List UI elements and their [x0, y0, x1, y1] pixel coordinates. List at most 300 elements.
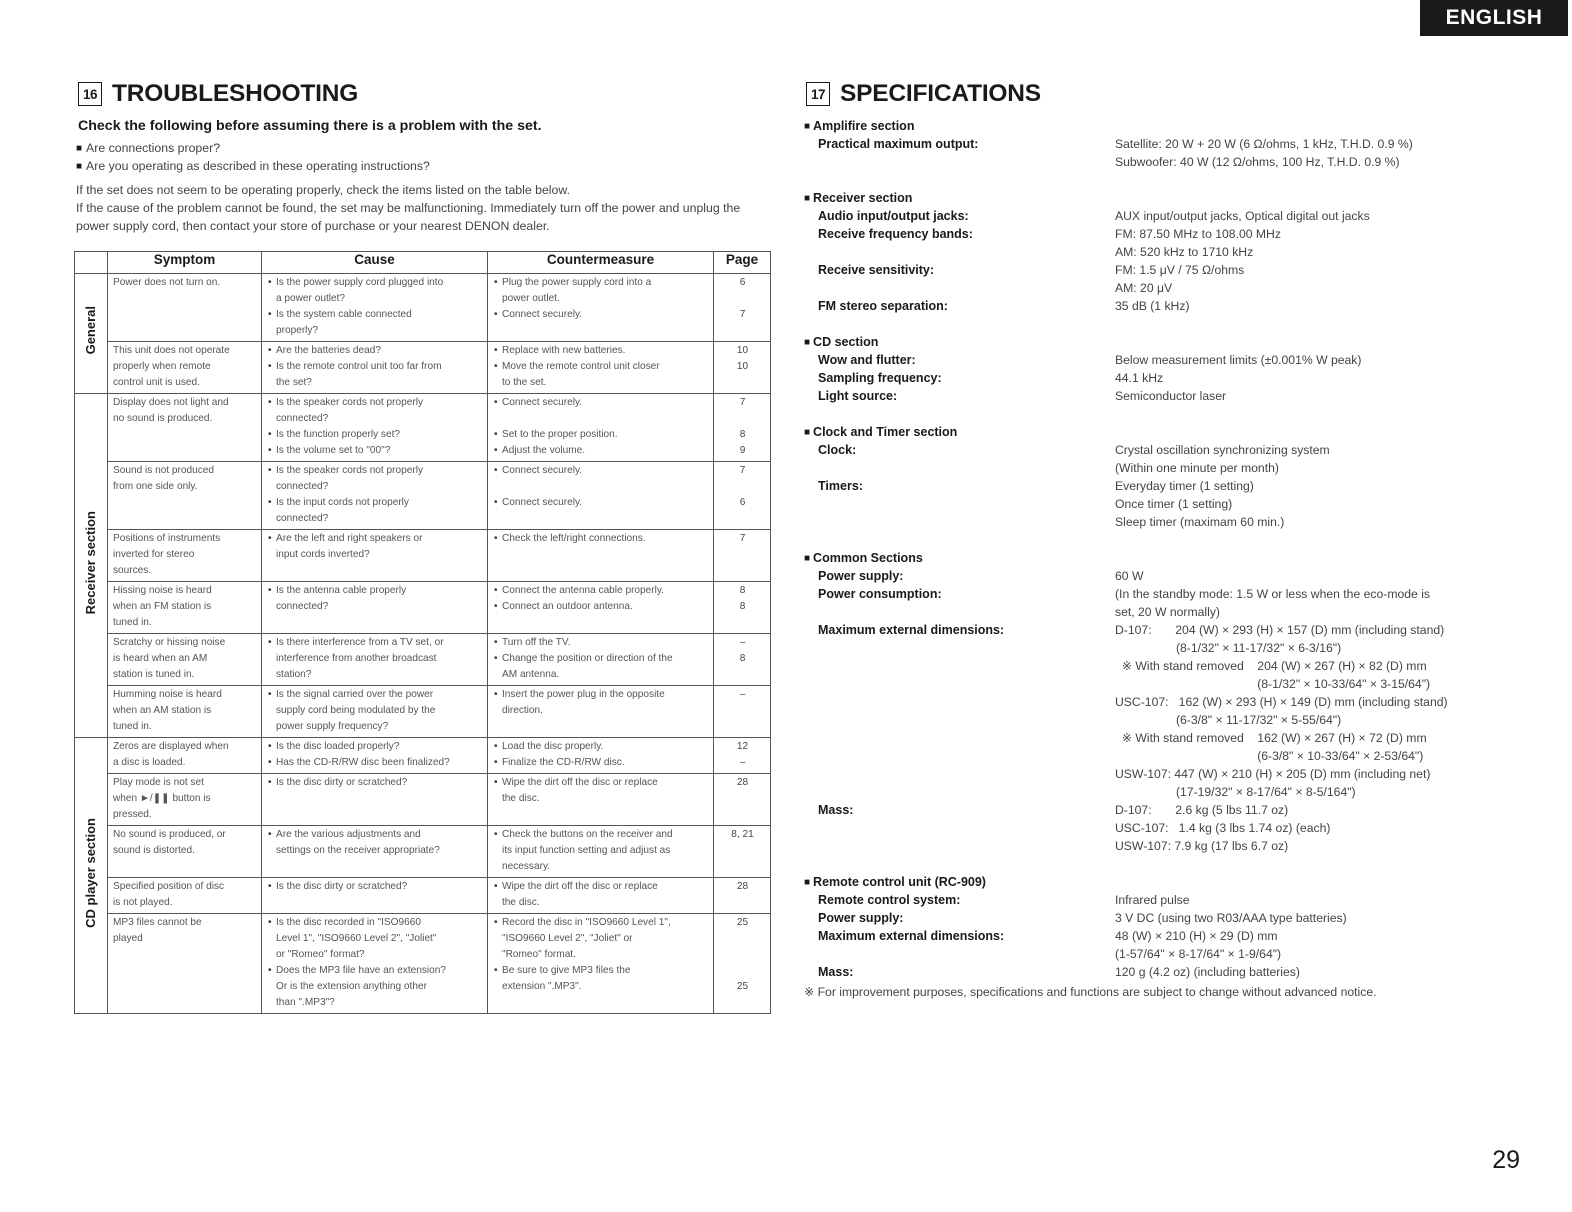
intro-subtitle: Check the following before assuming there is a problem with the set.: [78, 118, 542, 134]
page-ref: [719, 963, 766, 979]
spec-row: [810, 657, 1510, 675]
symptom-line: MP3 files cannot be: [113, 917, 202, 928]
spec-row: [810, 459, 1510, 477]
table-row: [75, 686, 771, 738]
spec-row: [810, 603, 1510, 621]
spec-value: Once timer (1 setting): [1115, 497, 1233, 511]
cause-cell: [262, 914, 488, 1014]
countermeasure-item: [493, 395, 709, 427]
table-row: [75, 914, 771, 1014]
countermeasure-item: [493, 827, 709, 875]
cause-item: [267, 963, 483, 1011]
page-ref: 7: [739, 309, 746, 320]
table-row: [75, 274, 771, 342]
spec-row: [810, 279, 1510, 297]
spec-value: (8-1/32" × 10-33/64" × 3-15/64"): [1115, 677, 1431, 691]
cause-item: [267, 307, 483, 339]
symptom-cell: [108, 634, 262, 686]
cause-line: or "Romeo" format?: [276, 949, 365, 960]
cause-line: • Does the MP3 file have an extension?: [276, 965, 447, 976]
symptom-cell: [108, 530, 262, 582]
cause-cell: [262, 878, 488, 914]
spec-key: Practical maximum output:: [818, 137, 979, 151]
cause-line: • Are the left and right speakers or: [276, 533, 423, 544]
header-cause: Cause: [262, 252, 488, 274]
spec-category: ■ Amplifire section: [804, 117, 914, 136]
countermeasure-cell: [488, 738, 714, 774]
countermeasure-line: direction.: [502, 705, 543, 716]
page-ref: 28: [736, 881, 749, 892]
page-ref: –: [739, 757, 746, 768]
page-ref: 8: [739, 429, 746, 440]
cause-line: power supply frequency?: [276, 721, 389, 732]
spec-key: Mass:: [818, 965, 854, 979]
cause-line: settings on the receiver appropriate?: [276, 845, 440, 856]
cause-line: • Is the speaker cords not properly: [276, 397, 423, 408]
countermeasure-item: [493, 635, 709, 651]
countermeasure-line: AM antenna.: [502, 669, 560, 680]
countermeasure-line: • Turn off the TV.: [502, 637, 571, 648]
spec-row: [810, 783, 1510, 801]
spec-row: [810, 297, 1510, 315]
intro-paragraph: [76, 181, 776, 235]
table-row: [75, 394, 771, 462]
countermeasure-item: [493, 583, 709, 599]
spec-row: [810, 333, 1510, 351]
cause-item: [267, 915, 483, 963]
countermeasure-line: • Connect securely.: [502, 309, 583, 320]
page-ref: [719, 411, 766, 427]
countermeasure-line: necessary.: [502, 861, 551, 872]
spec-category: ■ Clock and Timer section: [804, 423, 957, 442]
section-title: TROUBLESHOOTING: [112, 80, 359, 107]
spec-row: [810, 423, 1510, 441]
group-label: General: [83, 306, 98, 355]
page-ref: 25: [736, 981, 749, 992]
page-ref: [719, 947, 766, 963]
cause-line: station?: [276, 669, 312, 680]
spec-key: Receive frequency bands:: [818, 227, 973, 241]
symptom-cell: [108, 738, 262, 774]
spec-row: [810, 927, 1510, 945]
cause-line: • Is the disc dirty or scratched?: [276, 777, 408, 788]
cause-item: [267, 583, 483, 615]
spec-row: [810, 315, 1510, 333]
page-cell: [714, 686, 771, 738]
spec-value: USC-107: 1.4 kg (3 lbs 1.74 oz) (each): [1115, 821, 1331, 835]
spec-key: Power supply:: [818, 569, 904, 583]
spec-row: [810, 135, 1510, 153]
symptom-line: Play mode is not set: [113, 777, 204, 788]
spec-value: (1-57/64" × 8-17/64" × 1-9/64"): [1115, 947, 1282, 961]
page-ref: 9: [739, 445, 746, 456]
spec-value: Crystal oscillation synchronizing system: [1115, 443, 1330, 457]
page-cell: [714, 530, 771, 582]
header-page: Page: [714, 252, 771, 274]
page-ref: –: [739, 637, 746, 648]
cause-cell: [262, 274, 488, 342]
table-row: [75, 738, 771, 774]
section-number: 16: [78, 82, 102, 106]
page-cell: [714, 878, 771, 914]
countermeasure-line: • Wipe the dirt off the disc or replace: [502, 777, 658, 788]
spec-key: Clock:: [818, 443, 857, 457]
spec-row: [810, 963, 1510, 981]
spec-row: [810, 549, 1510, 567]
group-label-cell: [75, 274, 108, 394]
spec-row: [810, 441, 1510, 459]
cause-item: [267, 495, 483, 527]
page-cell: [714, 738, 771, 774]
cause-item: [267, 775, 483, 791]
page-ref: [719, 291, 766, 307]
section-title: SPECIFICATIONS: [840, 80, 1041, 107]
spec-value: D-107: 204 (W) × 293 (H) × 157 (D) mm (including stand): [1115, 623, 1445, 637]
symptom-line: This unit does not operate: [113, 345, 230, 356]
countermeasure-line: • Load the disc properly.: [502, 741, 604, 752]
symptom-cell: [108, 274, 262, 342]
page-ref: 28: [736, 777, 749, 788]
symptom-line: when an AM station is: [113, 705, 212, 716]
countermeasure-item: [493, 443, 709, 459]
countermeasure-line: "ISO9660 Level 2", "Joliet" or: [502, 933, 633, 944]
countermeasure-item: [493, 755, 709, 771]
symptom-line: station is tuned in.: [113, 669, 195, 680]
cause-line: • Is the power supply cord plugged into: [276, 277, 444, 288]
spec-row: [810, 765, 1510, 783]
page-ref: 7: [739, 397, 746, 408]
spec-value: 3 V DC (using two R03/AAA type batteries): [1115, 911, 1347, 925]
countermeasure-line: • Connect the antenna cable properly.: [502, 585, 664, 596]
countermeasure-cell: [488, 774, 714, 826]
spec-row: [810, 639, 1510, 657]
spec-row: [810, 225, 1510, 243]
cause-line: than ".MP3"?: [276, 997, 335, 1008]
cause-line: connected?: [276, 601, 329, 612]
cause-cell: [262, 826, 488, 878]
countermeasure-line: • Insert the power plug in the opposite: [502, 689, 665, 700]
cause-line: • Is the speaker cords not properly: [276, 465, 423, 476]
countermeasure-cell: [488, 394, 714, 462]
cause-item: [267, 755, 483, 771]
symptom-line: properly when remote: [113, 361, 211, 372]
spec-row: [810, 837, 1510, 855]
page-cell: [714, 914, 771, 1014]
spec-value: (6-3/8" × 11-17/32" × 5-55/64"): [1115, 713, 1342, 727]
group-label: Receiver section: [83, 510, 98, 615]
cause-line: a power outlet?: [276, 293, 346, 304]
spec-value: D-107: 2.6 kg (5 lbs 11.7 oz): [1115, 803, 1289, 817]
spec-row: [810, 909, 1510, 927]
spec-value: (8-1/32" × 11-17/32" × 6-3/16"): [1115, 641, 1342, 655]
cause-line: • Is the disc loaded properly?: [276, 741, 400, 752]
cause-cell: [262, 530, 488, 582]
cause-item: [267, 879, 483, 895]
countermeasure-item: [493, 915, 709, 963]
cause-line: • Is the disc recorded in "ISO9660: [276, 917, 421, 928]
spec-row: [810, 171, 1510, 189]
page-ref: 12: [736, 741, 749, 752]
cause-cell: [262, 738, 488, 774]
page-ref: –: [739, 689, 746, 700]
countermeasure-line: • Adjust the volume.: [502, 445, 586, 456]
countermeasure-line: • Connect securely.: [502, 497, 583, 508]
symptom-cell: [108, 394, 262, 462]
spec-row: [810, 675, 1510, 693]
symptom-line: inverted for stereo: [113, 549, 195, 560]
cause-cell: [262, 394, 488, 462]
spec-row: [810, 153, 1510, 171]
spec-row: [810, 693, 1510, 711]
spec-value: 35 dB (1 kHz): [1115, 299, 1190, 313]
countermeasure-line: • Check the left/right connections.: [502, 533, 646, 544]
spec-value: USW-107: 7.9 kg (17 lbs 6.7 oz): [1115, 839, 1289, 853]
countermeasure-line: • Wipe the dirt off the disc or replace: [502, 881, 658, 892]
cause-cell: [262, 634, 488, 686]
spec-value: (17-19/32" × 8-17/64" × 8-5/164"): [1115, 785, 1356, 799]
spec-key: Remote control system:: [818, 893, 961, 907]
countermeasure-line: • Change the position or direction of the: [502, 653, 673, 664]
spec-key: Mass:: [818, 803, 854, 817]
countermeasure-cell: [488, 634, 714, 686]
countermeasure-item: [493, 739, 709, 755]
cause-item: [267, 275, 483, 307]
countermeasure-line: • Connect securely.: [502, 465, 583, 476]
symptom-cell: [108, 914, 262, 1014]
troubleshooting-heading: [78, 80, 358, 108]
countermeasure-line: • Record the disc in "ISO9660 Level 1",: [502, 917, 671, 928]
table-row: [75, 342, 771, 394]
troubleshooting-intro: [76, 118, 776, 235]
table-row: [75, 878, 771, 914]
spec-value: Semiconductor laser: [1115, 389, 1227, 403]
spec-row: [810, 621, 1510, 639]
symptom-cell: [108, 342, 262, 394]
spec-value: AM: 520 kHz to 1710 kHz: [1115, 245, 1254, 259]
countermeasure-cell: [488, 686, 714, 738]
countermeasure-item: [493, 963, 709, 995]
page-ref: [719, 479, 766, 495]
spec-key: Power consumption:: [818, 587, 942, 601]
countermeasure-line: "Romeo" format.: [502, 949, 576, 960]
symptom-line: a disc is loaded.: [113, 757, 186, 768]
countermeasure-line: the disc.: [502, 897, 540, 908]
spec-value: USW-107: 447 (W) × 210 (H) × 205 (D) mm (including net): [1115, 767, 1431, 781]
cause-item: [267, 395, 483, 427]
symptom-line: sound is distorted.: [113, 845, 195, 856]
spec-row: [810, 747, 1510, 765]
spec-row: [810, 945, 1510, 963]
spec-key: Light source:: [818, 389, 898, 403]
spec-row: [810, 243, 1510, 261]
countermeasure-cell: [488, 582, 714, 634]
check-item: ■ Are you operating as described in these operating instructions?: [76, 158, 776, 176]
table-row: [75, 634, 771, 686]
symptom-line: no sound is produced.: [113, 413, 213, 424]
symptom-line: control unit is used.: [113, 377, 200, 388]
specifications-list: [804, 117, 1510, 999]
cause-line: supply cord being modulated by the: [276, 705, 436, 716]
countermeasure-line: • Be sure to give MP3 files the: [502, 965, 631, 976]
page-ref: 8, 21: [731, 829, 754, 840]
cause-line: input cords inverted?: [276, 549, 370, 560]
cause-line: • Is the input cords not properly: [276, 497, 409, 508]
spec-value: (Within one minute per month): [1115, 461, 1279, 475]
symptom-line: Hissing noise is heard: [113, 585, 212, 596]
group-label: CD player section: [83, 817, 98, 928]
symptom-line: is not played.: [113, 897, 173, 908]
table-row: [75, 582, 771, 634]
table-row: [75, 462, 771, 530]
spec-value: 48 (W) × 210 (H) × 29 (D) mm: [1115, 929, 1278, 943]
spec-key: Audio input/output jacks:: [818, 209, 969, 223]
spec-row: [810, 189, 1510, 207]
cause-cell: [262, 462, 488, 530]
page-ref: [719, 931, 766, 947]
countermeasure-line: [502, 479, 709, 495]
spec-row: [810, 495, 1510, 513]
spec-value: (In the standby mode: 1.5 W or less when the eco-mode is: [1115, 587, 1431, 601]
page-cell: [714, 826, 771, 878]
countermeasure-item: [493, 359, 709, 391]
countermeasure-line: power outlet.: [502, 293, 560, 304]
spec-key: Sampling frequency:: [818, 371, 942, 385]
cause-line: interference from another broadcast: [276, 653, 437, 664]
symptom-line: tuned in.: [113, 721, 152, 732]
cause-line: • Is the system cable connected: [276, 309, 412, 320]
cause-item: [267, 687, 483, 735]
countermeasure-item: [493, 531, 709, 547]
language-tab: ENGLISH: [1420, 0, 1568, 36]
section-number: 17: [806, 82, 830, 106]
countermeasure-line: [502, 411, 709, 427]
cause-cell: [262, 686, 488, 738]
symptom-line: Zeros are displayed when: [113, 741, 229, 752]
spec-row: [810, 891, 1510, 909]
countermeasure-line: • Check the buttons on the receiver and: [502, 829, 673, 840]
countermeasure-cell: [488, 530, 714, 582]
spec-value: (6-3/8" × 10-33/64" × 2-53/64"): [1115, 749, 1424, 763]
spec-row: [810, 387, 1510, 405]
page-cell: [714, 342, 771, 394]
cause-line: • Are the various adjustments and: [276, 829, 421, 840]
spec-row: [810, 531, 1510, 549]
countermeasure-line: • Connect an outdoor antenna.: [502, 601, 633, 612]
spec-value: 120 g (4.2 oz) (including batteries): [1115, 965, 1300, 979]
countermeasure-line: • Finalize the CD-R/RW disc.: [502, 757, 625, 768]
spec-row: [810, 567, 1510, 585]
symptom-line: from one side only.: [113, 481, 198, 492]
cause-item: [267, 343, 483, 359]
table-row: [75, 826, 771, 878]
spec-row: [810, 117, 1510, 135]
symptom-cell: [108, 462, 262, 530]
cause-line: • Are the batteries dead?: [276, 345, 381, 356]
cause-item: [267, 739, 483, 755]
symptom-line: Specified position of disc: [113, 881, 225, 892]
spec-row: [810, 261, 1510, 279]
cause-line: • Has the CD-R/RW disc been finalized?: [276, 757, 450, 768]
spec-row: [810, 855, 1510, 873]
countermeasure-line: • Connect securely.: [502, 397, 583, 408]
countermeasure-item: [493, 495, 709, 511]
cause-line: • Is the remote control unit too far from: [276, 361, 442, 372]
cause-cell: [262, 774, 488, 826]
page-ref: 7: [739, 533, 746, 544]
spec-value: ※ With stand removed 204 (W) × 267 (H) × 82 (D) mm: [1115, 659, 1427, 673]
header-blank: [75, 252, 108, 274]
symptom-line: Display does not light and: [113, 397, 229, 408]
symptom-line: Scratchy or hissing noise: [113, 637, 226, 648]
spec-value: Sleep timer (maximam 60 min.): [1115, 515, 1285, 529]
spec-value: AUX input/output jacks, Optical digital out jacks: [1115, 209, 1370, 223]
spec-row: [810, 405, 1510, 423]
symptom-line: Humming noise is heard: [113, 689, 222, 700]
header-countermeasure: Countermeasure: [488, 252, 714, 274]
cause-line: • Is the volume set to "00"?: [276, 445, 391, 456]
spec-category: ■ CD section: [804, 333, 878, 352]
countermeasure-cell: [488, 878, 714, 914]
countermeasure-item: [493, 463, 709, 495]
symptom-line: Positions of instruments: [113, 533, 221, 544]
page-number: 29: [1492, 1146, 1520, 1174]
cause-cell: [262, 582, 488, 634]
spec-row: [810, 711, 1510, 729]
countermeasure-cell: [488, 826, 714, 878]
spec-value: 60 W: [1115, 569, 1144, 583]
cause-line: connected?: [276, 481, 329, 492]
spec-row: [810, 819, 1510, 837]
symptom-line: Power does not turn on.: [113, 277, 221, 288]
countermeasure-item: [493, 599, 709, 615]
header-symptom: Symptom: [108, 252, 262, 274]
spec-key: FM stereo separation:: [818, 299, 948, 313]
symptom-line: pressed.: [113, 809, 152, 820]
countermeasure-cell: [488, 274, 714, 342]
cause-item: [267, 427, 483, 443]
cause-item: [267, 359, 483, 391]
cause-line: Level 1", "ISO9660 Level 2", "Joliet": [276, 933, 437, 944]
page-cell: [714, 462, 771, 530]
cause-line: • Is the disc dirty or scratched?: [276, 881, 408, 892]
spec-key: Receive sensitivity:: [818, 263, 935, 277]
spec-value: FM: 87.50 MHz to 108.00 MHz: [1115, 227, 1281, 241]
spec-row: [810, 873, 1510, 891]
cause-line: • Is the signal carried over the power: [276, 689, 434, 700]
spec-key: Power supply:: [818, 911, 904, 925]
spec-row: [810, 477, 1510, 495]
symptom-line: Sound is not produced: [113, 465, 215, 476]
countermeasure-line: its input function setting and adjust as: [502, 845, 671, 856]
spec-value: 44.1 kHz: [1115, 371, 1164, 385]
countermeasure-item: [493, 275, 709, 307]
spec-row: [810, 729, 1510, 747]
spec-key: Timers:: [818, 479, 863, 493]
group-label-cell: [75, 394, 108, 738]
spec-row: [810, 351, 1510, 369]
spec-value: Everyday timer (1 setting): [1115, 479, 1254, 493]
symptom-line: is heard when an AM: [113, 653, 208, 664]
countermeasure-item: [493, 427, 709, 443]
spec-key: Wow and flutter:: [818, 353, 916, 367]
countermeasure-item: [493, 307, 709, 323]
spec-row: [810, 585, 1510, 603]
countermeasure-line: extension ".MP3".: [502, 981, 582, 992]
spec-key: Maximum external dimensions:: [818, 623, 1005, 637]
page-cell: [714, 582, 771, 634]
symptom-line: when ►/❚❚ button is: [113, 793, 211, 804]
page-ref: 8: [739, 653, 746, 664]
